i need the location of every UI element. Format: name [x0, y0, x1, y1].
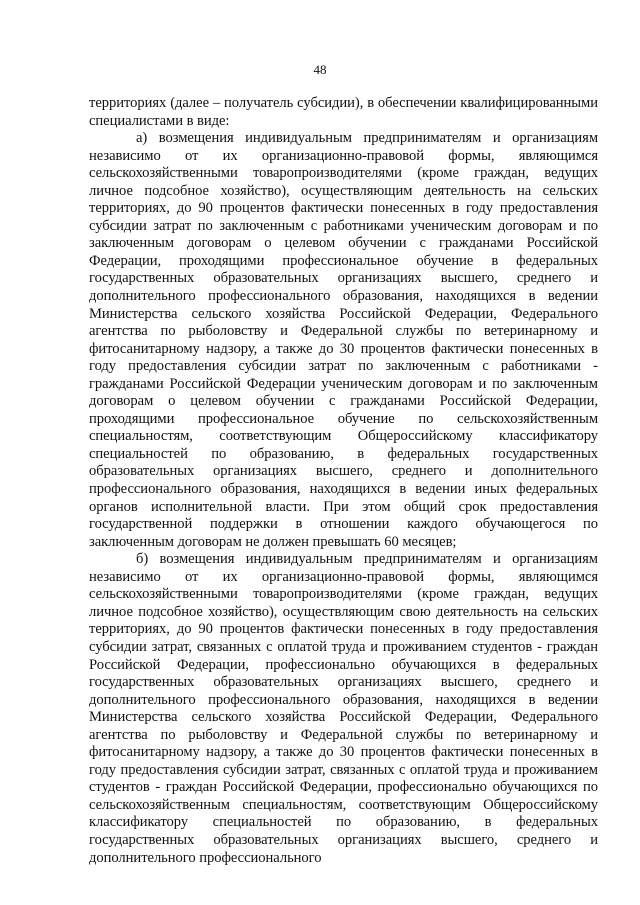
paragraph-item-b: б) возмещения индивидуальным предпринимателям и организациям независимо от их организационно-правовой формы, являющимся сельскохозяйственными товаропроизводителями (кроме граждан, ведущих личное подсобное хозяйство), осуществляющим свою деятельность на сельских территориях, до 90 процентов фактически понесенных в году предоставления субсидии затрат, связанных с оплатой труда и проживанием студентов - граждан Российской Федерации, профессионально обучающихся в федеральных государственных образовательных организациях высшего, среднего и дополнительного профессионального образования, находящихся в ведении Министерства сельского хозяйства Российской Федерации, Федерального агентства по рыболовству и Федеральной службы по ветеринарному и фитосанитарному надзору, а также до 30 процентов фактически понесенных в году предоставления субсидии затрат, связанных с оплатой труда и проживанием студентов - граждан Российской Федерации, профессионально обучающихся по сельскохозяйственным специальностям, соответствующим Общероссийскому классификатору специальностей по образованию, в федеральных государственных образовательных организациях высшего, среднего и дополнительного профессионального [89, 551, 598, 866]
paragraph-item-a: а) возмещения индивидуальным предпринимателям и организациям независимо от их организационно-правовой формы, являющимся сельскохозяйственными товаропроизводителями (кроме граждан, ведущих личное подсобное хозяйство), осуществляющим деятельность на сельских территориях, до 90 процентов фактически понесенных в году предоставления субсидии затрат по заключенным с работниками ученическим договорам и по заключенным договорам о целевом обучении с гражданами Российской Федерации, проходящими профессиональное обучение в федеральных государственных образовательных организациях высшего, среднего и дополнительного профессионального образования, находящихся в ведении Министерства сельского хозяйства Российской Федерации, Федерального агентства по рыболовству и Федеральной службы по ветеринарному и фитосанитарному надзору, а также до 30 процентов фактически понесенных в году предоставления субсидии затрат по заключенным с работниками - гражданами Российской Федерации ученическим договорам и по заключенным договорам о целевом обучении с гражданами Российской Федерации, проходящими профессиональное обучение по сельскохозяйственным специальностям, соответствующим Общероссийскому классификатору специальностей по образованию, в федеральных государственных образовательных организациях высшего, среднего и дополнительного профессионального образования, находящихся в ведении иных федеральных органов исполнительной власти. При этом общий срок предоставления государственной поддержки в отношении каждого обучающегося по заключенным договорам не должен превышать 60 месяцев; [89, 130, 598, 550]
paragraph-continuation: территориях (далее – получатель субсидии), в обеспечении квалифицированными специалистами в виде: [89, 95, 598, 129]
page-number: 48 [313, 62, 327, 77]
document-body [89, 95, 598, 867]
